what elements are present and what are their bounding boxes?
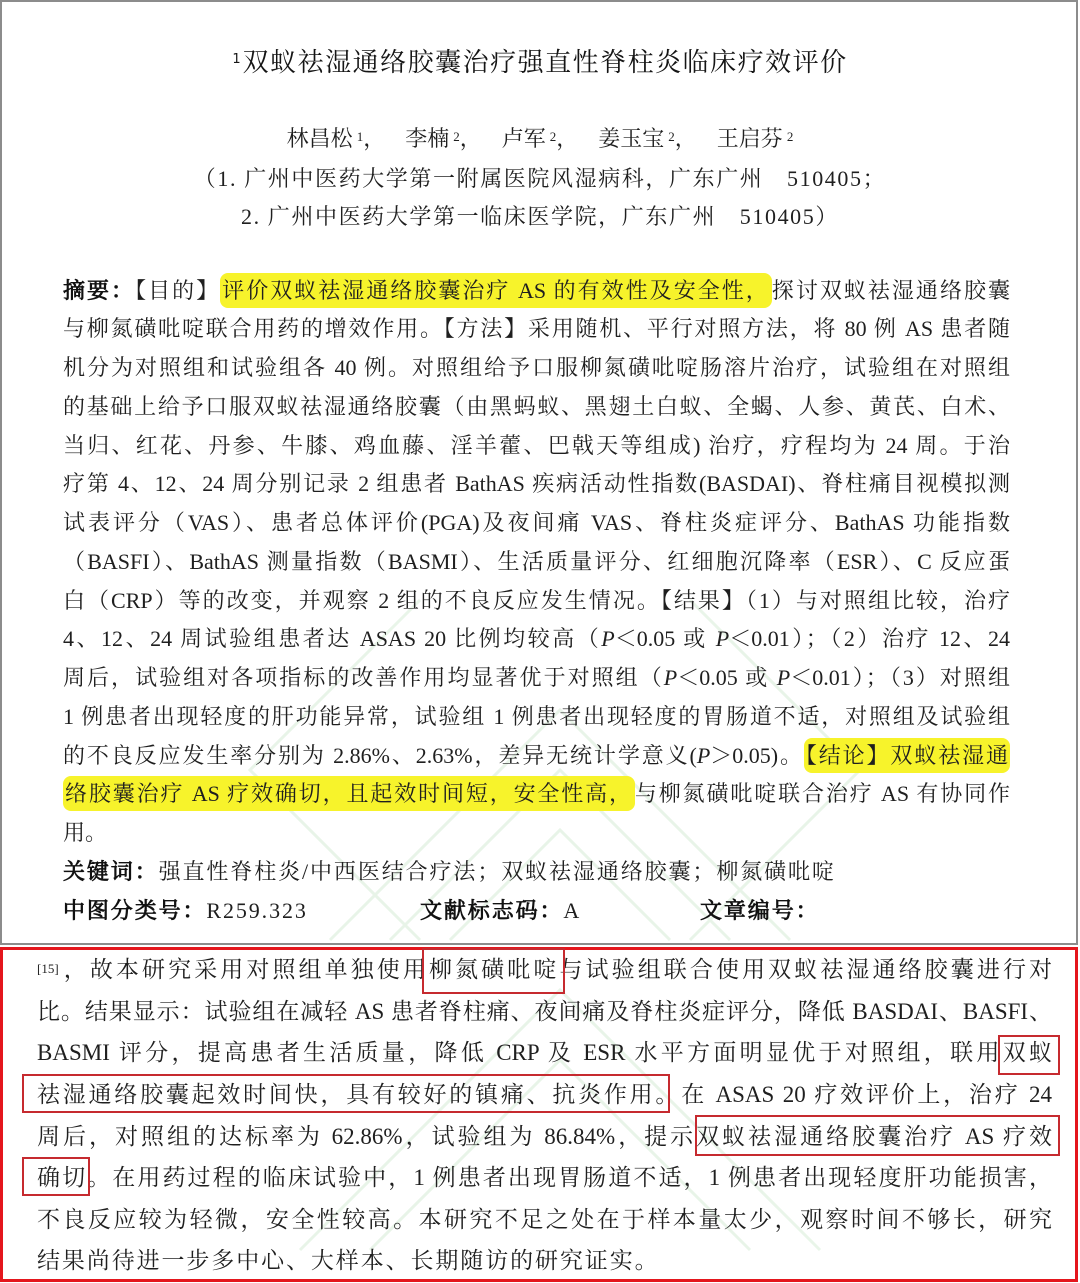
keywords-text: 强直性脊柱炎/中西医结合疗法；双蚁祛湿通络胶囊；柳氮磺吡啶 [158, 858, 836, 884]
boxed-phrase: 柳氮磺吡啶 [429, 957, 560, 983]
affiliation-line: 2. 广州中医药大学第一临床医学院，广东广州 510405） [240, 204, 839, 229]
abstract-line [63, 349, 1010, 388]
text-segment: 4、12、24 周试验组患者达 ASAS 20 比例均较高（ [63, 626, 602, 652]
text-segment: ＜0.05 或 [677, 665, 777, 691]
excerpt-block [37, 949, 1052, 1282]
author-affiliation-marker: 2 [786, 129, 794, 144]
abstract-line [63, 310, 1010, 349]
text-segment: 用。 [63, 820, 108, 846]
text-segment: 与柳氮磺吡啶联合用药的增效作用。【方法】采用随机、平行对照方法，将 80 例 AS 患者随 [63, 316, 1010, 342]
text-segment: BASMI 评分，提高患者生活质量，降低 CRP 及 ESR 水平方面明显优于对照组，联用 [37, 1040, 1003, 1066]
highlighted-text: 【结论】双蚁祛湿通 [804, 738, 1010, 773]
author [717, 126, 794, 151]
boxed-phrase: 双蚁祛湿通络胶囊治疗 AS 疗效 [696, 1123, 1052, 1149]
article-number-label: 文章编号： [700, 897, 820, 923]
text-segment: 与柳氮磺吡啶联合治疗 AS 有协同作 [634, 781, 1011, 807]
excerpt-line [37, 1032, 1052, 1074]
abstract-line [63, 504, 1010, 543]
author [502, 126, 557, 151]
abstract-label: 摘要： [63, 277, 136, 303]
text-segment: 探讨双蚁祛湿通络胶囊 [771, 277, 1010, 303]
excerpt-line [37, 1074, 1052, 1116]
author-name: 林昌松 [286, 126, 353, 151]
classification-line [63, 892, 1010, 931]
text-segment: 与试验组联合使用双蚁祛湿通络胶囊进行对 [559, 957, 1053, 983]
author-separator: ， [674, 126, 697, 151]
text-segment: 白（CRP）等的改变，并观察 2 组的不良反应发生情况。【结果】（1）与对照组比较，治疗 [63, 587, 1010, 613]
excerpt-line [37, 991, 1052, 1033]
clc-label: 中图分类号： [63, 897, 207, 923]
text-segment: 在 ASAS 20 疗效评价上，治疗 24 [681, 1081, 1052, 1107]
section-tag-objective: 【目的】 [135, 277, 221, 303]
author-separator: ， [459, 126, 482, 151]
author-separator: ， [556, 126, 579, 151]
abstract-line [63, 272, 1010, 311]
abstract-line [63, 698, 1010, 737]
author-name: 李楠 [405, 126, 450, 151]
author-name: 王启芬 [716, 126, 783, 151]
author-name: 卢军 [501, 126, 546, 151]
text-segment: 周后，对照组的达标率为 62.86%，试验组为 86.84%，提示 [37, 1123, 697, 1149]
author [287, 126, 364, 151]
excerpt-line [37, 1157, 1052, 1199]
highlighted-text: 评价双蚁祛湿通络胶囊治疗 AS 的有效性及安全性， [220, 273, 772, 308]
p-value-symbol: P [776, 665, 791, 691]
abstract-line [63, 427, 1010, 466]
citation-marker: [15] [37, 961, 59, 977]
text-segment: （BASFI）、BathAS 测量指数（BASMI）、生活质量评分、红细胞沉降率（ESR）、C 反应蛋 [63, 548, 1010, 574]
keywords-line [63, 853, 1010, 892]
text-segment: 疗第 4、12、24 周分别记录 2 组患者 BathAS 疾病活动性指数(BASDAI)、脊柱痛目视模拟测 [63, 471, 1010, 497]
text-segment: 周后，试验组对各项指标的改善作用均显著优于对照组（ [63, 665, 664, 691]
excerpt-line [37, 1116, 1052, 1158]
text-segment: 当归、红花、丹参、牛膝、鸡血藤、淫羊藿、巴戟天等组成) 治疗，疗程均为 24 周。于治 [63, 432, 1010, 458]
clc-value: R259.323 [206, 897, 308, 923]
excerpt-line [37, 949, 1052, 991]
text-segment: 不良反应较为轻微，安全性较高。本研究不足之处在于样本量太少，观察时间不够长，研究 [37, 1206, 1052, 1232]
text-segment: ＞0.05)。 [710, 742, 804, 768]
text-segment: 的基础上给予口服双蚁祛湿通络胶囊（由黑蚂蚁、黑翅土白蚁、全蝎、人参、黄芪、白术、 [63, 393, 1010, 419]
author-affiliation-marker: 2 [453, 129, 460, 144]
author-list [0, 122, 1080, 156]
keywords-label: 关键词： [63, 858, 159, 884]
text-segment: 试表评分（VAS）、患者总体评价(PGA)及夜间痛 VAS、脊柱炎症评分、BathAS 功能指数 [63, 510, 1010, 536]
abstract-line [63, 582, 1010, 621]
abstract-block [63, 272, 1010, 931]
clc-number [63, 892, 420, 931]
title-footnote-marker: 1 [232, 52, 241, 67]
abstract-line [63, 814, 1010, 853]
text-segment: 机分为对照组和试验组各 40 例。对照组给予口服柳氮磺吡啶肠溶片治疗，试验组在对照组 [63, 355, 1010, 381]
abstract-line [63, 620, 1010, 659]
boxed-phrase: 祛湿通络胶囊起效时间快，具有较好的镇痛、抗炎作用。 [37, 1081, 682, 1107]
p-value-symbol: P [601, 626, 615, 652]
text-segment: 结果尚待进一步多中心、大样本、长期随访的研究证实。 [37, 1248, 660, 1274]
document-code-value: A [563, 897, 582, 923]
author [405, 126, 460, 151]
text-segment: 比。结果显示：试验组在减轻 AS 患者脊柱痛、夜间痛及脊柱炎症评分，降低 BASDAI、BASFI、 [37, 998, 1052, 1024]
text-segment: ＜0.01）；（3）对照组 [790, 665, 1010, 691]
text-segment: 。在用药过程的临床试验中，1 例患者出现胃肠道不适，1 例患者出现轻度肝功能损害， [87, 1165, 1053, 1191]
abstract-line [63, 388, 1010, 427]
text-segment: 1 例患者出现轻度的肝功能异常，试验组 1 例患者出现轻度的胃肠道不适，对照组及试验组 [63, 703, 1010, 729]
paper-title [0, 44, 1080, 82]
text-segment: ，故本研究采用对照组单独使用 [60, 957, 429, 983]
text-segment: 的不良反应发生率分别为 2.86%、2.63%，差异无统计学意义( [63, 742, 697, 768]
document-code [420, 892, 700, 931]
highlighted-text: 络胶囊治疗 AS 疗效确切，且起效时间短，安全性高， [63, 776, 635, 811]
abstract-line [63, 543, 1010, 582]
abstract-line [63, 659, 1010, 698]
p-value-symbol: P [696, 742, 711, 768]
abstract-line [63, 465, 1010, 504]
title-text: 双蚁祛湿通络胶囊治疗强直性脊柱炎临床疗效评价 [242, 48, 848, 78]
author [598, 126, 675, 151]
abstract-line [63, 737, 1010, 776]
boxed-phrase: 确切 [37, 1165, 88, 1191]
text-segment: ＜0.01）；（2）治疗 12、24 [729, 626, 1010, 652]
affiliation-line: （1. 广州中医药大学第一附属医院风湿病科，广东广州 510405； [193, 166, 887, 191]
abstract-line [63, 775, 1010, 814]
p-value-symbol: P [715, 626, 730, 652]
document-code-label: 文献标志码： [420, 897, 564, 923]
author-affiliation-marker: 2 [668, 129, 675, 144]
author-name: 姜玉宝 [598, 126, 665, 151]
boxed-phrase: 双蚁 [1002, 1040, 1053, 1066]
excerpt-line [37, 1240, 1052, 1282]
p-value-symbol: P [663, 665, 678, 691]
article-number [700, 892, 820, 931]
author-affiliation-marker: 2 [549, 129, 557, 144]
excerpt-line [37, 1199, 1052, 1241]
text-segment: ＜0.05 或 [614, 626, 716, 652]
author-separator: ， [363, 126, 386, 151]
author-affiliation-marker: 1 [356, 129, 364, 144]
